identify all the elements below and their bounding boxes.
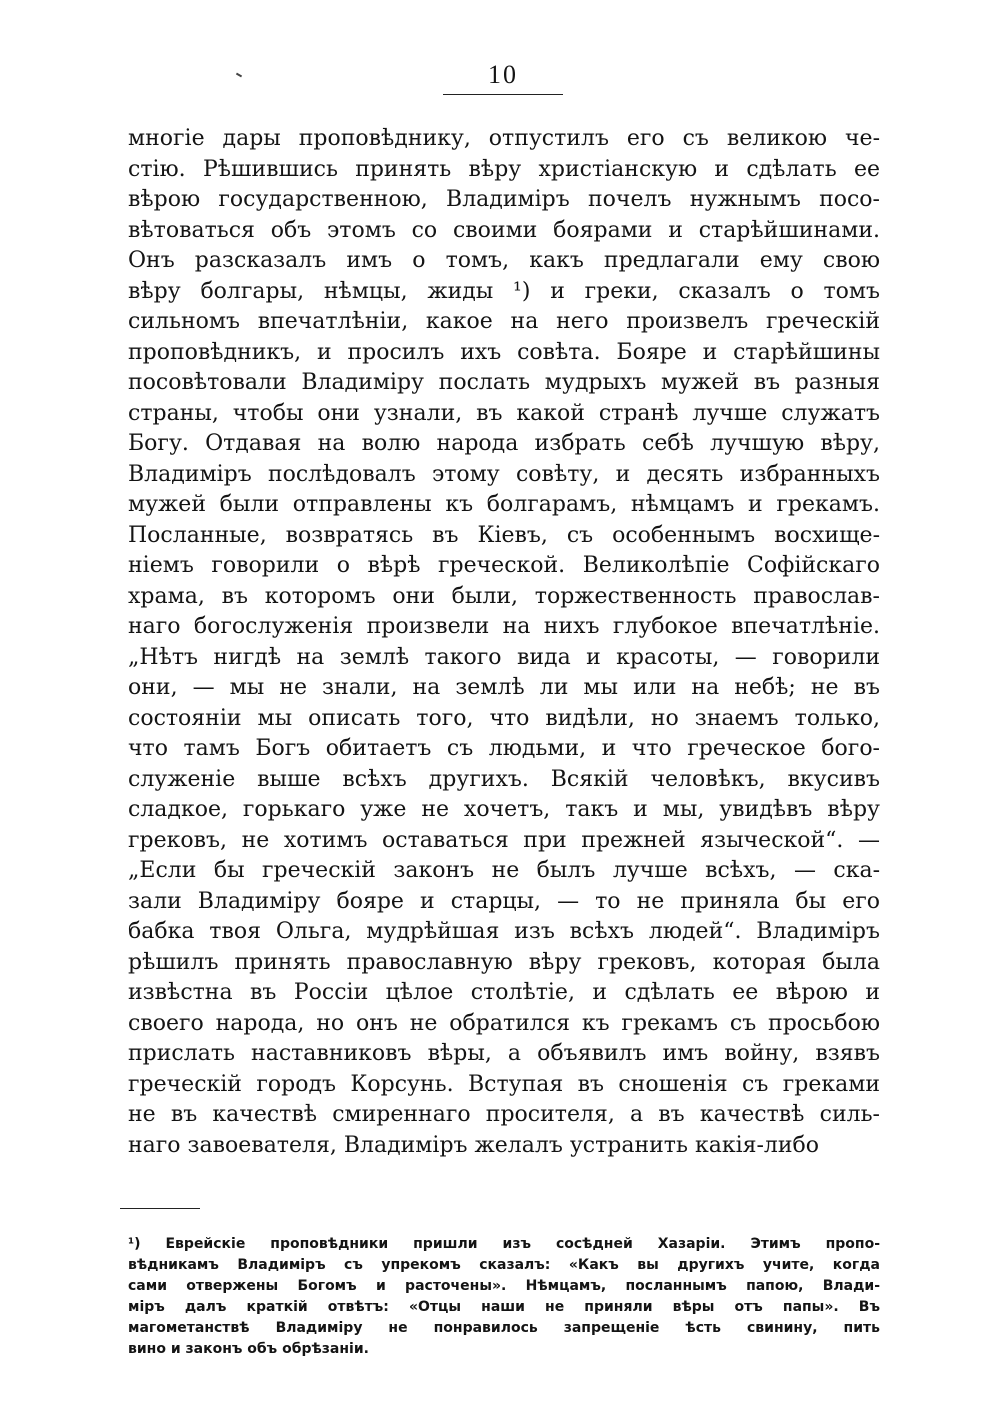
- text-line: „Нѣтъ нигдѣ на землѣ такого вида и красоты, — говорили: [128, 644, 880, 670]
- text-line: стію. Рѣшившись принять вѣру христіанскую и сдѣлать ее: [128, 156, 880, 182]
- text-line: своего народа, но онъ не обратился къ грекамъ съ просьбою: [128, 1010, 880, 1036]
- text-line: Посланные, возвратясь въ Кіевъ, съ особеннымъ восхище-: [128, 522, 880, 548]
- text-line: сильномъ впечатлѣніи, какое на него произвелъ греческій: [128, 309, 880, 334]
- text-line: Богу. Отдавая на волю народа избрать себѣ лучшую вѣру,: [128, 431, 880, 456]
- footnote-line: ¹) Еврейскіе проповѣдники пришли изъ сосѣдней Хазаріи. Этимъ пропо-: [128, 1236, 880, 1252]
- text-line: зали Владиміру бояре и старцы, — то не приняла бы его: [128, 888, 880, 914]
- text-line: бабка твоя Ольга, мудрѣйшая изъ всѣхъ людей“. Владиміръ: [128, 919, 880, 944]
- footnote-line: магометанствѣ Владиміру не понравилось запрещеніе ѣсть свинину, пить: [128, 1320, 880, 1336]
- text-line: посовѣтовали Владиміру послать мудрыхъ мужей въ разныя: [128, 370, 880, 395]
- text-line: многіе дары проповѣднику, отпустилъ его съ великою че-: [128, 126, 880, 151]
- footnote-line: міръ далъ краткій отвѣтъ: «Отцы наши не приняли вѣры отъ папы». Въ: [128, 1299, 880, 1315]
- text-line: проповѣдникъ, и просилъ ихъ совѣта. Бояре и старѣйшины: [128, 339, 880, 365]
- text-line: грековъ, не хотимъ оставаться при прежней языческой“. —: [128, 827, 880, 853]
- footnote-line: вино и законъ объ обрѣзаніи.: [128, 1341, 369, 1357]
- text-line: сладкое, горькаго уже не хочетъ, такъ и мы, увидѣвъ вѣру: [128, 797, 880, 822]
- header-rule: [443, 94, 563, 95]
- print-speck: [236, 73, 242, 78]
- footnote-line: сами отвержены Богомъ и расточены». Нѣмцамъ, посланнымъ папою, Влади-: [128, 1278, 880, 1294]
- text-line: Владиміръ послѣдовалъ этому совѣту, и десять избранныхъ: [128, 461, 880, 487]
- footnote-rule: [120, 1208, 200, 1209]
- text-line: Онъ разсказалъ имъ о томъ, какъ предлагали ему свою: [128, 248, 880, 273]
- text-line: наго богослуженія произвели на нихъ глубокое впечатлѣніе.: [128, 614, 880, 639]
- footnote-line: вѣдникамъ Владиміръ съ упрекомъ сказалъ: «Какъ вы другихъ учите, когда: [128, 1257, 880, 1273]
- text-line: что тамъ Богъ обитаетъ съ людьми, и что греческое бого-: [128, 736, 880, 761]
- text-line: прислать наставниковъ вѣры, а объявилъ имъ войну, взявъ: [128, 1041, 880, 1066]
- text-line: состояніи мы описать того, что видѣли, но знаемъ только,: [128, 705, 880, 731]
- text-line: страны, чтобы они узнали, въ какой странѣ лучше служатъ: [128, 400, 880, 426]
- text-line: они, — мы не знали, на землѣ ли мы или на небѣ; не въ: [128, 675, 880, 700]
- text-line: греческій городъ Корсунь. Вступая въ сношенія съ греками: [128, 1071, 880, 1097]
- text-line: вѣрою государственною, Владиміръ почелъ нужнымъ посо-: [128, 187, 880, 212]
- text-line: рѣшилъ принять православную вѣру грековъ, которая была: [128, 949, 880, 975]
- main-text: [128, 124, 880, 1161]
- text-line: вѣру болгары, нѣмцы, жиды ¹) и греки, сказалъ о томъ: [128, 278, 880, 304]
- text-line: „Если бы греческій законъ не былъ лучше всѣхъ, — ска-: [128, 858, 880, 883]
- text-line: храма, въ которомъ они были, торжественность православ-: [128, 583, 880, 609]
- text-line: мужей были отправлены къ болгарамъ, нѣмцамъ и грекамъ.: [128, 492, 880, 517]
- text-line: вѣтоваться объ этомъ со своими боярами и старѣйшинами.: [128, 217, 880, 243]
- text-line: извѣстна въ Россіи цѣлое столѣтіе, и сдѣлать ее вѣрою и: [128, 980, 880, 1005]
- text-line: наго завоевателя, Владиміръ желалъ устранить какія-либо: [128, 1132, 820, 1158]
- footnote: [128, 1234, 880, 1360]
- text-line: не въ качествѣ смиреннаго просителя, а въ качествѣ силь-: [128, 1102, 880, 1127]
- text-line: служеніе выше всѣхъ другихъ. Всякій человѣкъ, вкусивъ: [128, 766, 880, 792]
- text-line: ніемъ говорили о вѣрѣ греческой. Великолѣпіе Софійскаго: [128, 553, 880, 578]
- page-number: 10: [488, 60, 518, 89]
